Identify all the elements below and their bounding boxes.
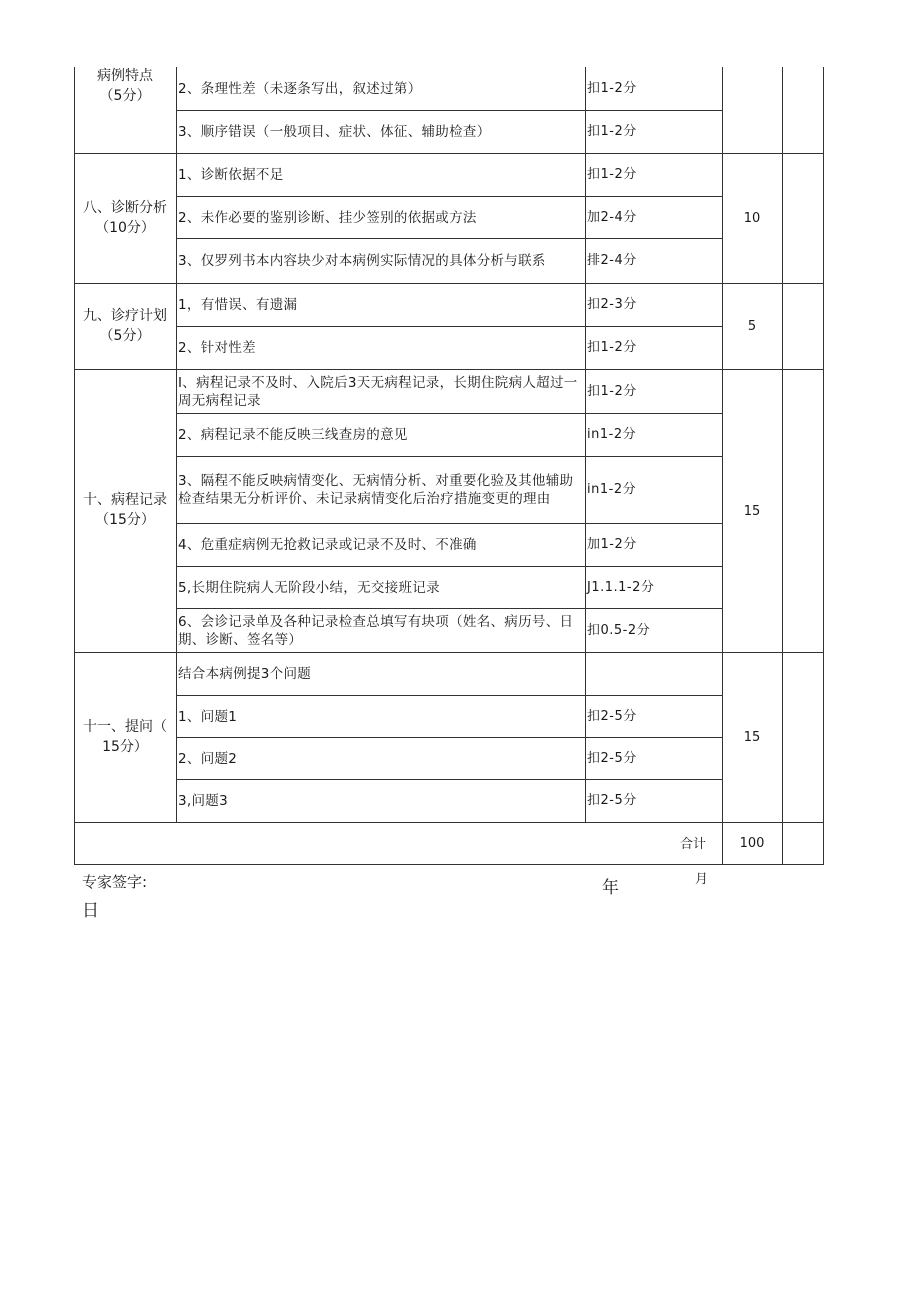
table-border-right [823,67,824,865]
criterion-text: 6、会诊记录单及各种记录检查总填写有块项（姓名、病历号、日期、诊断、签名等） [178,613,574,648]
deduction-text: 扣0.5-2分 [587,622,651,638]
deduction-text: 扣1-2分 [587,124,637,139]
total-label: 合计 [680,837,707,852]
deduction-text: in1-2分 [587,427,637,442]
date-month-label: 月 [695,872,709,887]
column-divider [585,67,586,823]
category-points: （10分） [95,220,155,236]
max-score: 5 [747,319,757,334]
deduction-text: 排2-4分 [587,253,637,268]
category-points: 15分） [102,739,148,755]
table-border-bottom [74,864,824,865]
category-label [74,198,176,238]
deduction-text: 扣2-5分 [587,793,637,808]
expert-signature-label: 专家签字: [82,873,148,891]
category-title: 九、诊疗计划 [83,308,167,324]
category-title: 病例特点 [97,68,153,84]
category-label [74,717,176,757]
category-label [74,490,176,530]
criterion-text: 2、病程记录不能反映三线查房的意见 [178,427,408,443]
category-title: 八、诊断分析 [83,200,167,216]
max-score: 15 [743,503,761,519]
date-year-label: 年 [602,878,619,898]
max-score: 15 [743,730,761,745]
category-title: 十、病程记录 [83,492,167,508]
criterion-text: 2、问题2 [178,750,238,767]
criterion-text: 结合本病例提3个问题 [178,666,312,682]
criterion-text: 1、诊断依据不足 [178,167,284,183]
deduction-text: 扣1-2分 [587,340,637,355]
criterion-text: I、病程记录不及时、入院后3天无病程记录，长期住院病人超过一周无病程记录 [178,374,578,409]
category-label [74,306,176,346]
deduction-text: in1-2分 [587,482,637,497]
category-label [74,66,176,106]
deduction-text: J1.1.1-2分 [587,579,655,595]
category-points: （5分） [99,328,151,344]
max-score: 10 [743,211,761,226]
deduction-text [587,653,721,695]
deduction-text: 加1-2分 [587,537,637,552]
criterion-text: 2、条理性差（未逐条写出，叙述过第） [178,81,422,97]
category-title: 十一、提问（ [83,719,167,735]
criterion-text: 1、问题1 [178,708,238,725]
criterion-text: 4、危重症病例无抢救记录或记录不及时、不准确 [178,537,477,553]
criterion-text: 2、未作必要的鉴别诊断、挂少签别的依据或方法 [178,209,477,226]
deduction-text: 扣2-5分 [587,708,637,724]
criterion-text: 3,问题3 [178,793,228,809]
category-points: （5分） [99,88,151,104]
criterion-text: 2、针对性差 [178,340,256,356]
deduction-text: 扣2-3分 [587,297,637,312]
column-divider [782,67,783,865]
column-divider [176,67,177,823]
date-day-label: 日 [82,901,99,921]
deduction-text: 扣2-5分 [587,750,637,766]
category-points: （15分） [95,512,155,528]
criterion-text: 1，有惜误、有遗漏 [178,297,298,313]
total-score: 100 [739,836,765,851]
criterion-text: 3、仅罗列书本内容块少对本病例实际情况的具体分析与联系 [178,253,546,269]
criterion-text: 3、顺序错误（一般项目、症状、体征、辅助检查） [178,124,491,140]
deduction-text: 加2-4分 [587,209,637,225]
section-divider [74,822,824,823]
deduction-text: 扣1-2分 [587,81,637,96]
deduction-text: 扣1-2分 [587,167,637,182]
deduction-text: 扣1-2分 [587,383,637,399]
criterion-text: 5,长期住院病人无阶段小结，无交接班记录 [178,579,440,596]
criterion-text: 3、隔程不能反映病情变化、无病情分析、对重要化验及其他辅助检查结果无分析评价、未记录病情变化后治疗措施变更的理由 [178,473,574,507]
